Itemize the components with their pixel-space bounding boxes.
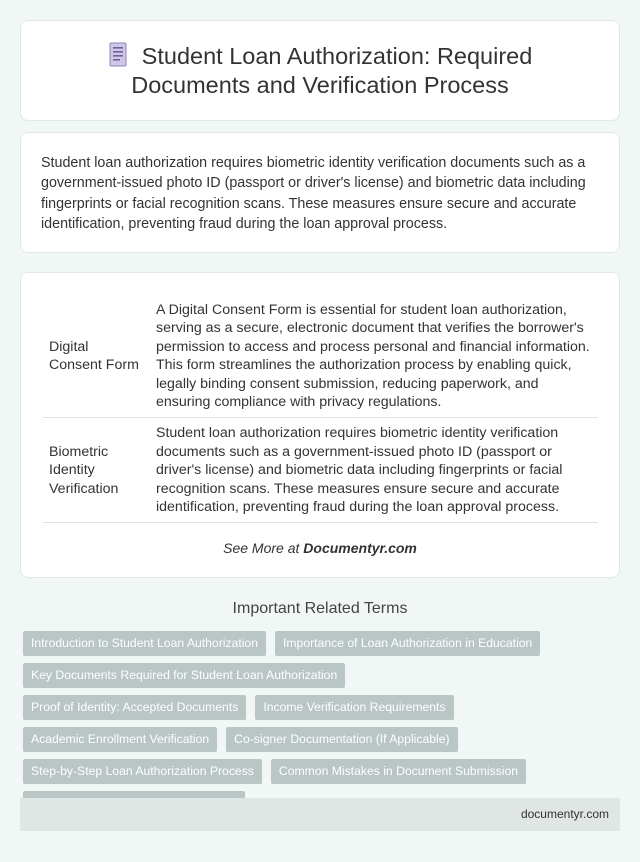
description-cell: Student loan authorization requires biometric identity verification documents such as a government-issued photo ID (passport or driver's license) and biometric data including fingerprints or facial recognition scans. These measures ensure secure and accurate identification, preventing fraud during the loan approval process. [150, 418, 598, 523]
footer [20, 798, 620, 831]
related-terms-list [23, 631, 583, 823]
see-more-link[interactable]: Documentyr.com [303, 540, 417, 556]
related-term-tag[interactable]: Proof of Identity: Accepted Documents [23, 695, 246, 720]
related-term-tag[interactable]: Income Verification Requirements [255, 695, 453, 720]
terms-table [43, 295, 598, 523]
table-row [43, 418, 598, 523]
see-more-prefix: See More at [223, 540, 300, 556]
related-term-tag[interactable]: Co-signer Documentation (If Applicable) [226, 727, 457, 752]
page-title-text: Student Loan Authorization: Required Documents and Verification Process [131, 42, 533, 98]
terms-card [20, 272, 620, 578]
related-term-tag[interactable]: Importance of Loan Authorization in Education [275, 631, 540, 656]
related-term-tag[interactable]: Common Mistakes in Document Submission [271, 759, 526, 784]
title-card [20, 20, 620, 121]
page-title [85, 42, 555, 100]
document-icon [108, 42, 128, 68]
intro-paragraph: Student loan authorization requires biometric identity verification documents such as a government-issued photo ID (passport or driver's license) and biometric data including fingerprints or facial recognition scans. These measures ensure secure and accurate identification, preventing fraud during the loan approval process. [41, 155, 586, 233]
related-term-tag[interactable]: Key Documents Required for Student Loan Authorization [23, 663, 345, 688]
description-cell: A Digital Consent Form is essential for student loan authorization, serving as a secure, electronic document that verifies the borrower's permission to access and process personal and financial information. This form streamlines the authorization process by enabling quick, legally binding consent submission, reducing paperwork, and ensuring compliance with privacy regulations. [150, 295, 598, 418]
related-term-tag[interactable]: Introduction to Student Loan Authorization [23, 631, 266, 656]
related-term-tag[interactable]: Step-by-Step Loan Authorization Process [23, 759, 262, 784]
intro-card [20, 132, 620, 253]
footer-site-link[interactable]: documentyr.com [520, 807, 609, 821]
related-terms-heading: Important Related Terms [232, 600, 408, 617]
see-more-line [21, 540, 619, 556]
term-cell: Biometric Identity Verification [43, 418, 150, 523]
table-row [43, 295, 598, 418]
related-term-tag[interactable]: Academic Enrollment Verification [23, 727, 217, 752]
term-cell: Digital Consent Form [43, 295, 150, 418]
